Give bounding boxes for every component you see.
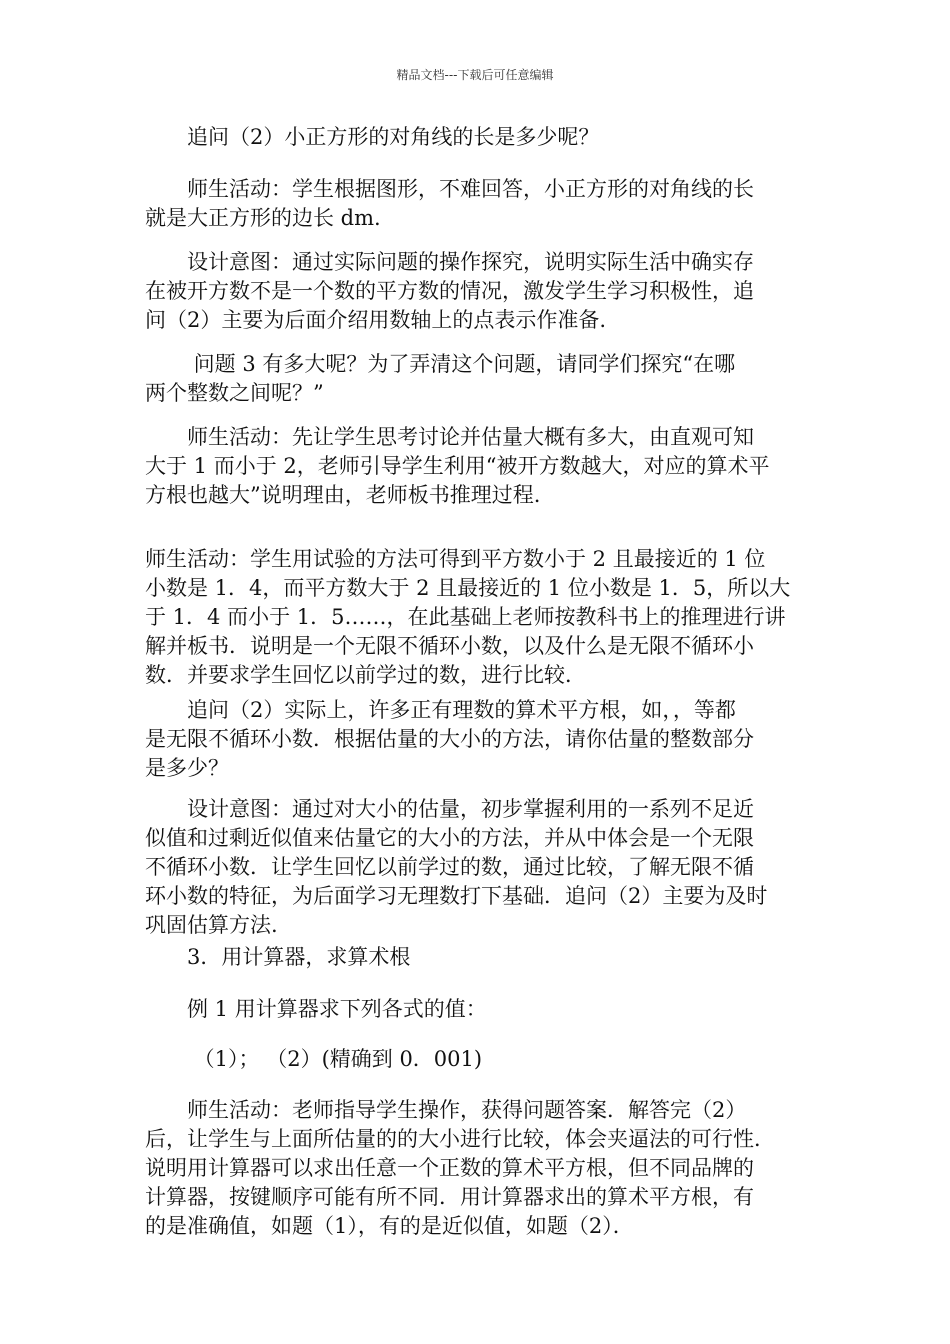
text-line: 追问（2）实际上，许多正有理数的算术平方根，如，，等都 [145,698,736,722]
text-line: 师生活动：先让学生思考讨论并估量大概有多大，由直观可知 [145,425,754,449]
page-header: 精品文档---下载后可任意编辑 [396,68,554,82]
paragraph-example-1 [145,995,825,1024]
text-line: 设计意图：通过实际问题的操作探究，说明实际生活中确实存 [145,250,754,274]
paragraph-followup-2 [145,696,825,783]
text-line: 大于 1 而小于 2，老师引导学生利用“被开方数越大，对应的算术平 [145,454,770,478]
text-line: 小数是 1．4，而平方数大于 2 且最接近的 1 位小数是 1．5，所以大 [145,576,791,600]
text-line: 就是大正方形的边长 dm. [145,206,381,230]
paragraph-question-3 [145,350,825,408]
text-line: 在被开方数不是一个数的平方数的情况，激发学生学习积极性，追 [145,279,754,303]
paragraph-activity-3 [145,545,825,690]
text-line: 似值和过剩近似值来估量它的大小的方法，并从中体会是一个无限 [145,826,754,850]
text-line: 3．用计算器，求算术根 [145,945,411,969]
text-line: 方根也越大”说明理由，老师板书推理过程. [145,483,541,507]
text-line: 追问（2）小正方形的对角线的长是多少呢？ [145,125,600,149]
text-line: 师生活动：老师指导学生操作，获得问题答案．解答完（2） [145,1098,747,1122]
text-line: 是多少？ [145,756,229,780]
paragraph-design-intent-2 [145,795,825,940]
paragraph-design-intent-1 [145,248,825,335]
text-line: 解并板书．说明是一个无限不循环小数，以及什么是无限不循环小 [145,634,754,658]
paragraph-activity-1 [145,175,825,233]
text-line: 设计意图：通过对大小的估量，初步掌握利用的一系列不足近 [145,797,754,821]
text-line: 师生活动：学生根据图形，不难回答，小正方形的对角线的长 [145,177,754,201]
text-line: 例 1 用计算器求下列各式的值： [145,997,487,1021]
text-line: 不循环小数．让学生回忆以前学过的数，通过比较，了解无限不循 [145,855,754,879]
text-line: 师生活动：学生用试验的方法可得到平方数小于 2 且最接近的 1 位 [145,547,766,571]
section-heading-calculator [145,943,825,972]
paragraph-activity-4 [145,1096,825,1241]
text-line: 说明用计算器可以求出任意一个正数的算术平方根，但不同品牌的 [145,1156,754,1180]
text-line: 两个整数之间呢？” [145,381,324,405]
text-line: 巩固估算方法. [145,913,278,937]
text-line: 于 1．4 而小于 1．5……，在此基础上老师按教科书上的推理进行讲 [145,605,786,629]
text-line: 后，让学生与上面所估量的的大小进行比较，体会夹逼法的可行性． [145,1127,775,1151]
paragraph-example-items [145,1045,825,1074]
text-line: （1）； （2）(精确到 0．001) [145,1047,483,1071]
text-line: 环小数的特征，为后面学习无理数打下基础．追问（2）主要为及时 [145,884,768,908]
text-line: 问题 3 有多大呢？为了弄清这个问题，请同学们探究“在哪 [145,352,736,376]
text-line: 问（2）主要为后面介绍用数轴上的点表示作准备. [145,308,607,332]
paragraph-followup-diagonal [145,123,825,152]
paragraph-activity-2 [145,423,825,510]
text-line: 数．并要求学生回忆以前学过的数，进行比较． [145,663,586,687]
text-line: 计算器，按键顺序可能有所不同．用计算器求出的算术平方根，有 [145,1185,754,1209]
text-line: 是无限不循环小数．根据估量的大小的方法，请你估量的整数部分 [145,727,754,751]
text-line: 的是准确值，如题（1），有的是近似值，如题（2）． [145,1214,634,1238]
